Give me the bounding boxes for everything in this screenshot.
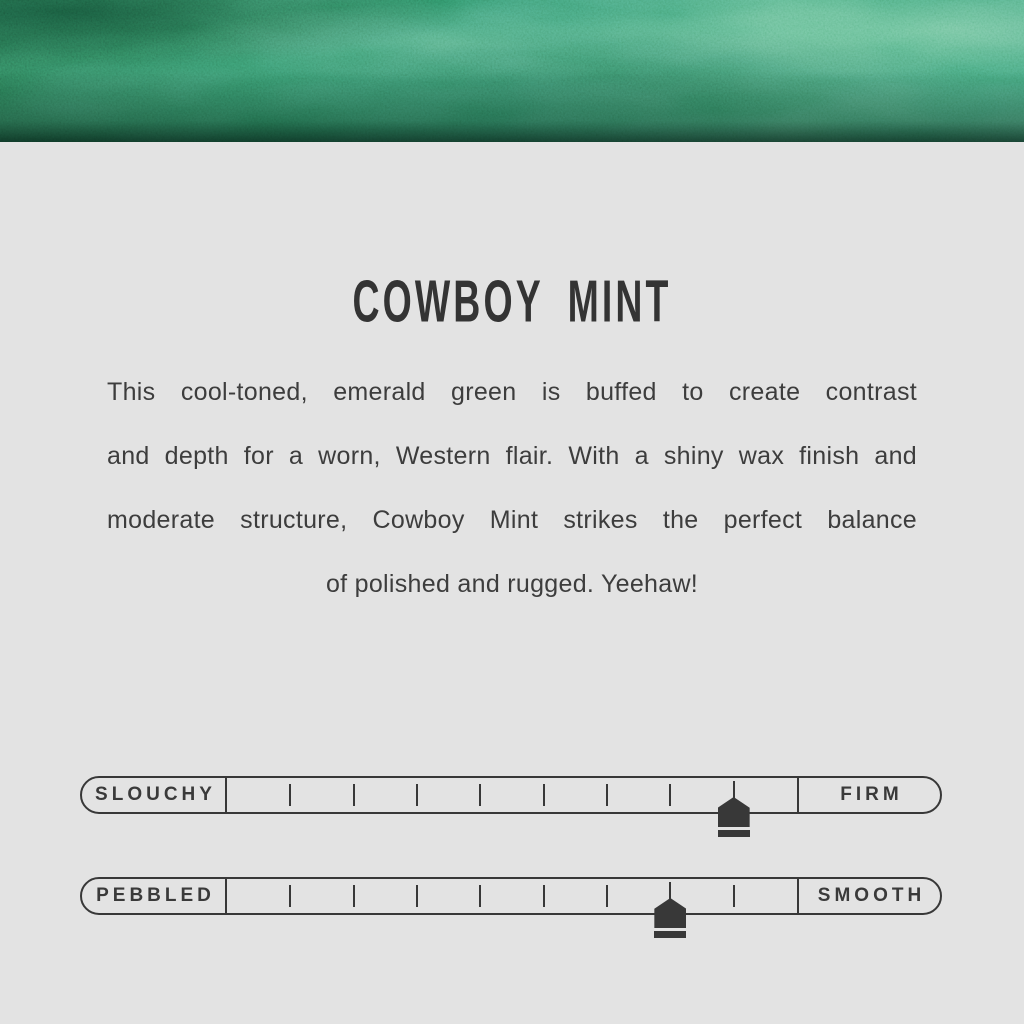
scale-tick	[543, 885, 545, 907]
structure-scale	[80, 776, 942, 814]
scale-tick	[669, 784, 671, 806]
scale-tick	[479, 784, 481, 806]
scale-tick	[606, 885, 608, 907]
scale-tick	[289, 784, 291, 806]
scale-tick	[543, 784, 545, 806]
description-line: moderate structure, Cowboy Mint strikes the perfect balance	[107, 506, 917, 534]
scale-tick	[669, 885, 671, 907]
scale-tick	[353, 885, 355, 907]
scale-tick	[416, 784, 418, 806]
marker-base	[654, 931, 686, 938]
structure-scale-left-label: SLOUCHY	[82, 778, 227, 812]
marker-base	[718, 830, 750, 837]
leather-texture-image	[0, 0, 1024, 142]
scale-tick	[733, 885, 735, 907]
scale-tick	[479, 885, 481, 907]
texture-scale	[80, 877, 942, 915]
texture-scale-right-label: SMOOTH	[797, 879, 940, 913]
description-line: and depth for a worn, Western flair. With a shiny wax finish and	[107, 442, 917, 470]
scale-tick	[733, 784, 735, 806]
texture-scale-track	[227, 879, 797, 913]
color-description	[107, 360, 917, 616]
scale-tick	[416, 885, 418, 907]
structure-scale-track	[227, 778, 797, 812]
texture-scale-left-label: PEBBLED	[82, 879, 227, 913]
scale-tick	[289, 885, 291, 907]
description-line: This cool-toned, emerald green is buffed to create contrast	[107, 378, 917, 406]
scale-tick	[353, 784, 355, 806]
color-name-title: COWBOY MINT	[352, 269, 672, 336]
scale-tick	[606, 784, 608, 806]
description-line: of polished and rugged. Yeehaw!	[325, 570, 699, 598]
structure-scale-right-label: FIRM	[797, 778, 940, 812]
